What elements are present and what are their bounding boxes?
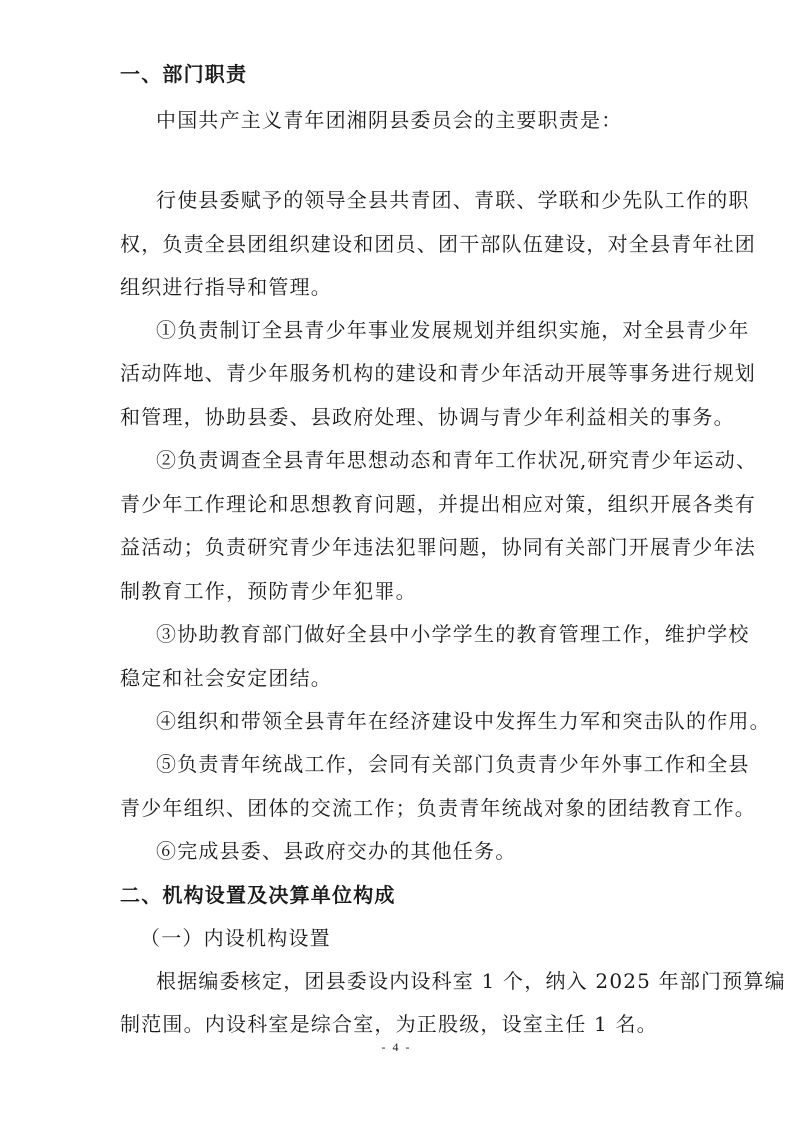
duty-item-2-line: 益活动；负责研究青少年违法犯罪问题，协同有关部门开展青少年法 — [120, 535, 756, 559]
section-2-paragraph-line: 制范围。内设科室是综合室，为正股级，设室主任 1 名。 — [120, 1012, 658, 1036]
section-1-heading: 一、部门职责 — [120, 62, 248, 86]
duty-item-4-line: ④组织和带领全县青年在经济建设中发挥生力军和突击队的作用。 — [156, 709, 771, 733]
duty-item-1-line: 和管理，协助县委、县政府处理、协调与青少年利益相关的事务。 — [120, 405, 735, 429]
duty-item-2-line: ②负责调查全县青年思想动态和青年工作状况,研究青少年运动、 — [156, 448, 758, 472]
duty-item-1-line: ①负责制订全县青少年事业发展规划并组织实施，对全县青少年 — [156, 318, 750, 342]
section-2-heading: 二、机构设置及决算单位构成 — [120, 883, 396, 907]
duty-item-6-line: ⑥完成县委、县政府交办的其他任务。 — [156, 839, 517, 863]
main-paragraph-line: 组织进行指导和管理。 — [120, 275, 332, 299]
section-2-subheading: （一）内设机构设置 — [140, 926, 331, 950]
page-number: - 4 - — [381, 1040, 412, 1054]
section-1-intro: 中国共产主义青年团湘阴县委员会的主要职责是： — [156, 108, 623, 132]
main-paragraph-line: 权，负责全县团组织建设和团员、团干部队伍建设，对全县青年社团 — [120, 232, 756, 256]
section-2-paragraph-line: 根据编委核定，团县委设内设科室 1 个，纳入 2025 年部门预算编 — [156, 969, 786, 993]
duty-item-1-line: 活动阵地、青少年服务机构的建设和青少年活动开展等事务进行规划 — [120, 361, 756, 385]
duty-item-3-line: ③协助教育部门做好全县中小学学生的教育管理工作，维护学校 — [156, 622, 750, 646]
duty-item-3-line: 稳定和社会安定团结。 — [120, 666, 332, 690]
main-paragraph-line: 行使县委赋予的领导全县共青团、青联、学联和少先队工作的职 — [156, 188, 750, 212]
duty-item-5-line: 青少年组织、团体的交流工作；负责青年统战对象的团结教育工作。 — [120, 796, 756, 820]
duty-item-5-line: ⑤负责青年统战工作，会同有关部门负责青少年外事工作和全县 — [156, 752, 750, 776]
duty-item-2-line: 青少年工作理论和思想教育问题，并提出相应对策，组织开展各类有 — [120, 492, 756, 516]
duty-item-2-line: 制教育工作，预防青少年犯罪。 — [120, 579, 417, 603]
